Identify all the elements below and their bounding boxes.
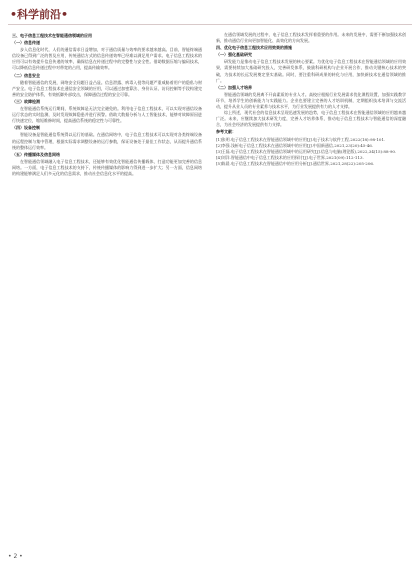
left-column bbox=[12, 32, 202, 177]
paragraph: 智能设备是智能通信系统得以运行的基础。在通信网络中，电子信息工程技术可以实现对各类终端设备的远程控制与集中管理，根据实际需求调整设备的运行参数，保证设备处于最佳工作状态，从而提升通信系统的整体运行效率。 bbox=[12, 132, 202, 150]
paragraph: 在通信领域发展的过程中，电子信息工程技术发挥着重要的作用。未来的发展中，需要不断加强技术创新，推动通信行业向更加智能化、高效化的方向发展。 bbox=[216, 32, 406, 44]
reference-item: [1]张明.电子信息工程技术在智能通信领域中的应用[J].电子技术与软件工程,2022(18):98-101. bbox=[216, 136, 386, 142]
paragraph: 随着智能通信的发展，网络安全问题日益凸显。信息泄露、病毒入侵等问题严重威胁着用户的隐私与财产安全。电子信息工程技术在通信安全领域的应用，可以通过加密算法、身份认证、访问控制等手段构建完善的安全防护体系，有效抵御外部攻击，保障通信过程的安全可靠。 bbox=[12, 79, 202, 97]
section-heading: 三、电子信息工程技术在智能通信领域的应用 bbox=[12, 33, 92, 38]
right-column bbox=[216, 32, 406, 167]
reference-item: [3]王磊.电子信息工程技术在智能通信领域中的运用研究[J].信息与电脑(理论版),2022,34(15):88-90. bbox=[216, 148, 397, 154]
subsection-heading: （二）加强人才培养 bbox=[216, 84, 252, 90]
reference-item: [2]李强.浅析电子信息工程技术在通信领域中的应用[J].中国新通信,2021,23(20):45-46. bbox=[216, 142, 374, 148]
subsection-heading: （五）传播媒体及信息网络 bbox=[12, 151, 60, 157]
section-heading: 四、优化电子信息工程技术应用效果的措施 bbox=[216, 45, 292, 51]
paragraph: 智能通信领域的发展离不开高素质的专业人才。高校应根据行业发展需求优化课程设置，加强实践教学环节，培养学生的创新能力与实践能力。企业也要建立完善的人才培训机制，定期组织技术培训与交流活动，提升从业人员的专业素养与技术水平，为行业发展提供有力的人才支撑。 bbox=[216, 91, 406, 110]
paragraph: 在智能通信领域融入电子信息工程技术，还能够有效优化智能通信传播载体，打造功能更加完善的信息网络。一方面，电子信息工程技术的支持下，传统传播媒体的影响力得到进一步扩大；另一方面，信息网络的构建能够满足人们多元化的信息需求，推动社会信息化水平的提高。 bbox=[12, 158, 202, 176]
subsection-heading: （二）信息安全 bbox=[12, 72, 40, 78]
paragraph: 在智能通信系统运行期间，系统故障是无法完全避免的。利用电子信息工程技术，可以实现对通信设备运行状态的实时监测，及时发现故障隐患并进行预警。借助大数据分析与人工智能技术，能够对故障原因进行快速定位，缩短维修时间，提高通信系统的稳定性与可靠性。 bbox=[12, 106, 202, 124]
page-number: • 2 • bbox=[8, 553, 23, 560]
paragraph: 综上所述，现代社会的信息技术呈现迅速发展的趋势，电子信息工程技术在智能通信领域的应用越来越广泛。未来，应继续加大技术研发力度，完善人才培养体系，推动电子信息工程技术与智能通信的深度融合，为社会经济的发展提供有力支撑。 bbox=[216, 110, 406, 128]
paragraph: 步入信息化时代，人们的通信需求日益增加，对于通信质量与效率的要求越来越高。目前，智能终端通信设备已得到广泛的普及应用，传统通信方式的信息传递效率已经难以满足用户需求。电子信息工程技术的应用可以有效提升信息传递的效率，确保信息在传递过程中的完整性与安全性。借助数据压缩与编码技术，可以降低信息传递过程中对带宽的占用，提高传输效率。 bbox=[12, 47, 202, 71]
reference-item: [4]刘洋.智能通信中电子信息工程技术的应用探讨[J].电子世界,2021(09):112-113. bbox=[216, 154, 364, 160]
header-divider bbox=[8, 24, 412, 25]
subsection-heading: （一）强化基础研究 bbox=[216, 52, 252, 58]
paragraph: 研发能力是推动电子信息工程技术发展的核心要素。为优化电子信息工程技术在智能通信领域的应用效果，需要持续加大基础研究投入，完善研发体系，鼓励科研机构与企业开展合作，推动关键核心技术的突破，为技术的长远发展奠定坚实基础。同时，要注重科研成果的转化与应用，加快新技术在通信领域的推广。 bbox=[216, 59, 406, 83]
references-heading: 参考文献： bbox=[216, 129, 236, 135]
subsection-heading: （三）故障检测 bbox=[12, 98, 40, 104]
reference-item: [5]陈晨.电子信息工程技术在智能通信中的应用分析[J].通信世界,2021,28(22):205-206. bbox=[216, 160, 375, 166]
subsection-heading: （四）设备控制 bbox=[12, 125, 40, 131]
journal-section-title: •科学前沿• bbox=[10, 8, 69, 21]
subsection-heading: （一）信息传递 bbox=[12, 40, 40, 46]
